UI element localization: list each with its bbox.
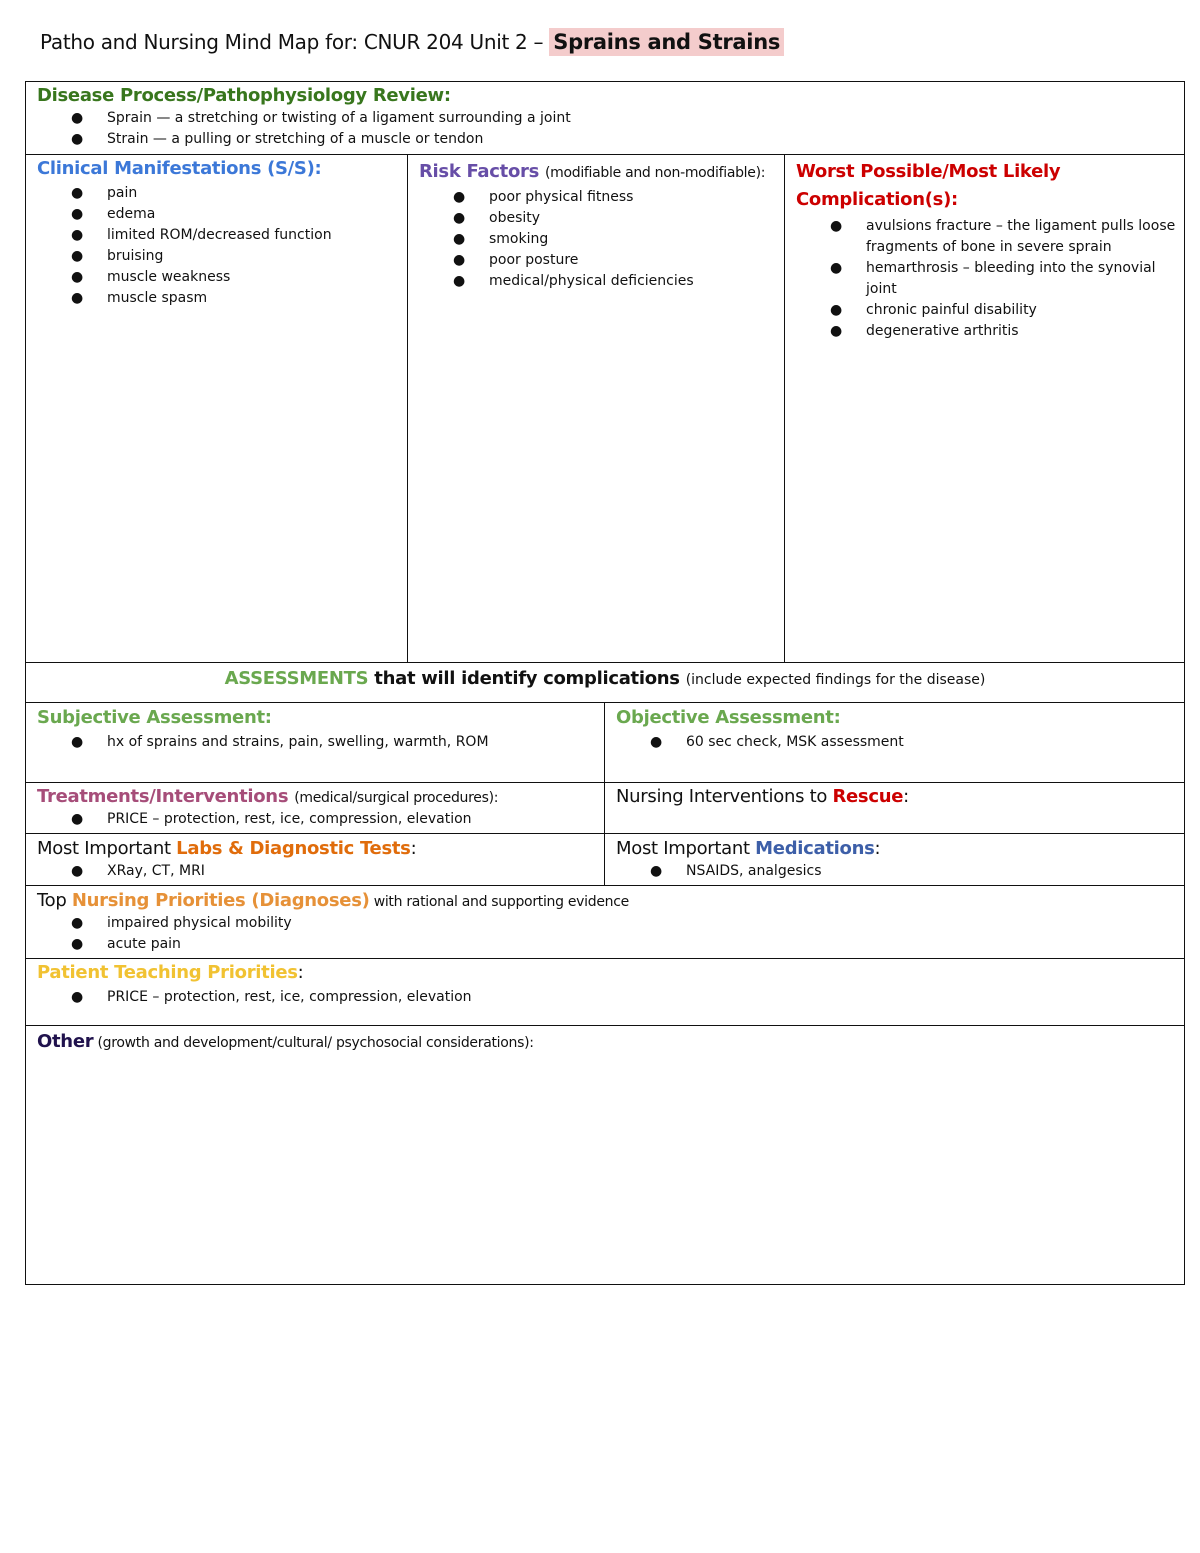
rescue-prefix: Nursing Interventions to <box>616 786 833 807</box>
list-item: ● bruising <box>37 246 402 267</box>
treatments-note: (medical/surgical procedures): <box>294 790 499 806</box>
rescue-suffix: : <box>903 786 909 807</box>
medications-prefix: Most Important <box>616 838 756 859</box>
risk-factors-section <box>419 158 779 292</box>
list-item: ● edema <box>37 204 402 225</box>
divider <box>604 702 605 885</box>
list-item: ● hemarthrosis – bleeding into the synovial joint <box>796 258 1176 300</box>
title-prefix: Patho and Nursing Mind Map for: CNUR 204 Unit 2 – <box>40 30 550 54</box>
list-item: ● 60 sec check, MSK assessment <box>616 732 1176 753</box>
medications-suffix: : <box>874 838 881 859</box>
objective-heading: Objective Assessment: <box>616 707 841 728</box>
list-item: ● avulsions fracture – the ligament pulls loose fragments of bone in severe sprain <box>796 216 1176 258</box>
list-item: ● impaired physical mobility <box>37 913 1177 934</box>
list-item: ● pain <box>37 183 402 204</box>
assessments-header <box>25 668 1185 689</box>
list-item: ● degenerative arthritis <box>796 321 1176 342</box>
medications-section <box>616 838 1176 882</box>
divider <box>784 154 785 662</box>
subjective-section <box>37 707 597 753</box>
other-note: (growth and development/cultural/ psychosocial considerations): <box>93 1035 534 1051</box>
divider <box>25 154 1185 155</box>
labs-prefix: Most Important <box>37 838 177 859</box>
list-item: ● poor physical fitness <box>419 187 779 208</box>
disease-process-heading: Disease Process/Pathophysiology Review: <box>37 85 451 106</box>
divider <box>25 1025 1185 1026</box>
divider <box>25 885 1185 886</box>
nursing-priorities-section <box>37 890 1177 955</box>
other-section <box>37 1031 1177 1052</box>
rescue-keyword: Rescue <box>832 786 904 807</box>
teaching-keyword: Patient Teaching Priorities <box>37 962 298 983</box>
list-item: ● muscle spasm <box>37 288 402 309</box>
treatments-heading: Treatments/Interventions <box>37 786 289 807</box>
complications-heading: Worst Possible/Most Likely Complication(s): <box>796 161 1061 210</box>
disease-process-section <box>37 85 1177 150</box>
list-item: ● chronic painful disability <box>796 300 1176 321</box>
divider <box>25 702 1185 703</box>
assessments-keyword: ASSESSMENTS <box>224 668 369 689</box>
patient-teaching-section <box>37 962 1177 1008</box>
labs-section <box>37 838 597 882</box>
divider <box>25 958 1185 959</box>
priorities-prefix: Top <box>37 890 72 911</box>
list-item: ● obesity <box>419 208 779 229</box>
list-item: ● smoking <box>419 229 779 250</box>
divider <box>25 662 1185 663</box>
divider <box>25 833 1185 834</box>
assessments-note: (include expected findings for the disease) <box>685 672 986 688</box>
priorities-keyword: Nursing Priorities (Diagnoses) <box>71 890 370 911</box>
list-item: ● Strain — a pulling or stretching of a muscle or tendon <box>37 129 1177 150</box>
divider <box>25 782 1185 783</box>
teaching-suffix: : <box>297 962 304 983</box>
treatments-section <box>37 786 597 830</box>
page-title <box>40 30 784 54</box>
rescue-section <box>616 786 1176 807</box>
list-item: ● XRay, CT, MRI <box>37 861 597 882</box>
divider <box>407 154 408 662</box>
other-keyword: Other <box>37 1031 94 1052</box>
list-item: ● NSAIDS, analgesics <box>616 861 1176 882</box>
risk-factors-note: (modifiable and non-modifiable): <box>544 165 766 181</box>
subjective-heading: Subjective Assessment: <box>37 707 272 728</box>
labs-keyword: Labs & Diagnostic Tests <box>176 838 411 859</box>
list-item: ● PRICE – protection, rest, ice, compression, elevation <box>37 809 597 830</box>
list-item: ● limited ROM/decreased function <box>37 225 402 246</box>
list-item: ● muscle weakness <box>37 267 402 288</box>
clinical-manifestations-section <box>37 158 402 309</box>
list-item: ● poor posture <box>419 250 779 271</box>
list-item: ● medical/physical deficiencies <box>419 271 779 292</box>
objective-section <box>616 707 1176 753</box>
labs-suffix: : <box>410 838 417 859</box>
assessments-text: that will identify complications <box>368 668 686 689</box>
list-item: ● hx of sprains and strains, pain, swelling, warmth, ROM <box>37 732 597 753</box>
list-item: ● acute pain <box>37 934 1177 955</box>
risk-factors-heading: Risk Factors <box>419 161 540 182</box>
list-item: ● Sprain — a stretching or twisting of a ligament surrounding a joint <box>37 108 1177 129</box>
priorities-note: with rational and supporting evidence <box>369 894 629 910</box>
list-item: ● PRICE – protection, rest, ice, compression, elevation <box>37 987 1177 1008</box>
clinical-manifestations-heading: Clinical Manifestations (S/S): <box>37 158 322 179</box>
complications-section <box>796 158 1176 342</box>
medications-keyword: Medications <box>755 838 875 859</box>
title-topic: Sprains and Strains <box>549 28 784 56</box>
